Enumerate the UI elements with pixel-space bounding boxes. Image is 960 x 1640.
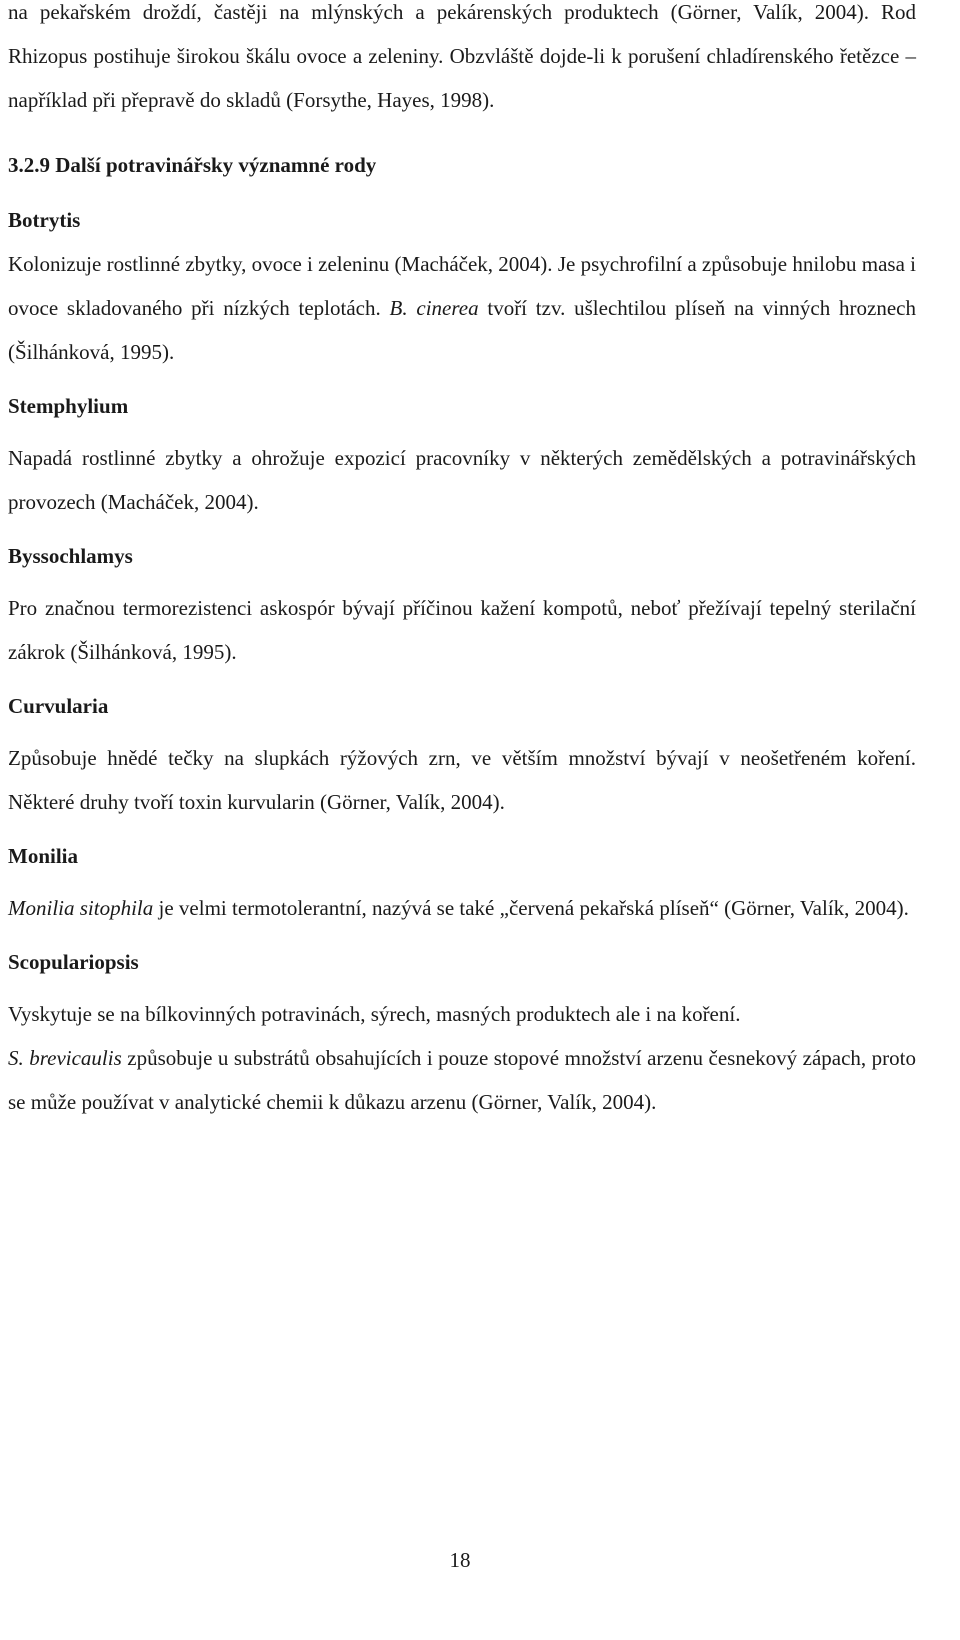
genus-paragraph-stemphylium: Napadá rostlinné zbytky a ohrožuje expozicí pracovníky v některých zemědělských a potravinářských provozech (Macháček, 2004).: [8, 446, 916, 514]
species-name: S. brevicaulis: [8, 1046, 122, 1070]
genus-paragraph-scopulariopsis-2: [8, 1036, 916, 1124]
genus-paragraph-monilia: [8, 886, 916, 930]
section-heading: 3.2.9 Další potravinářsky významné rody: [8, 153, 377, 177]
paragraph-text: tvoří tzv. ušlechtilou plíseň na vinných hroznech (Šilhánková, 1995).: [8, 296, 916, 364]
intro-paragraph: na pekařském droždí, častěji na mlýnských a pekárenských produktech (Görner, Valík, 2004). Rod Rhizopus postihuje širokou škálu ovoce a zeleniny. Obzvláště dojde-li k porušení chladírenského řetězce – například při přepravě do skladů (Forsythe, Hayes, 1998).: [8, 0, 916, 112]
genus-paragraph-curvularia: Způsobuje hnědé tečky na slupkách rýžových zrn, ve větším množství bývají v neošetřeném koření. Některé druhy tvoří toxin kurvularin (Görner, Valík, 2004).: [8, 746, 916, 814]
species-name: Monilia sitophila: [8, 896, 154, 920]
species-name: B. cinerea: [389, 296, 479, 320]
genus-heading-botrytis: Botrytis: [8, 208, 81, 232]
genus-paragraph-byssochlamys: Pro značnou termorezistenci askospór bývají příčinou kažení kompotů, neboť přežívají tepelný sterilační zákrok (Šilhánková, 1995).: [8, 596, 916, 664]
genus-heading-scopulariopsis: Scopulariopsis: [8, 950, 139, 974]
document-page: [8, 0, 916, 1124]
genus-heading-curvularia: Curvularia: [8, 694, 109, 718]
genus-heading-monilia: Monilia: [8, 844, 79, 868]
paragraph-text: Kolonizuje rostlinné zbytky, ovoce i zeleninu (Macháček, 2004). Je psychrofilní a způsobuje hnilobu masa i ovoce skladovaného při nízkých teplotách.: [8, 252, 916, 320]
paragraph-text: způsobuje u substrátů obsahujících i pouze stopové množství arzenu česnekový zápach, proto se může používat v analytické chemii k důkazu arzenu (Görner, Valík, 2004).: [8, 1046, 917, 1114]
genus-heading-byssochlamys: Byssochlamys: [8, 544, 133, 568]
page-number: 18: [449, 1548, 471, 1572]
paragraph-text: je velmi termotolerantní, nazývá se také „červená pekařská plíseň“ (Görner, Valík, 2004).: [153, 896, 909, 920]
genus-paragraph-botrytis: [8, 242, 916, 374]
genus-paragraph-scopulariopsis-1: Vyskytuje se na bílkovinných potravinách, sýrech, masných produktech ale i na koření.: [8, 1002, 741, 1026]
genus-heading-stemphylium: Stemphylium: [8, 394, 129, 418]
